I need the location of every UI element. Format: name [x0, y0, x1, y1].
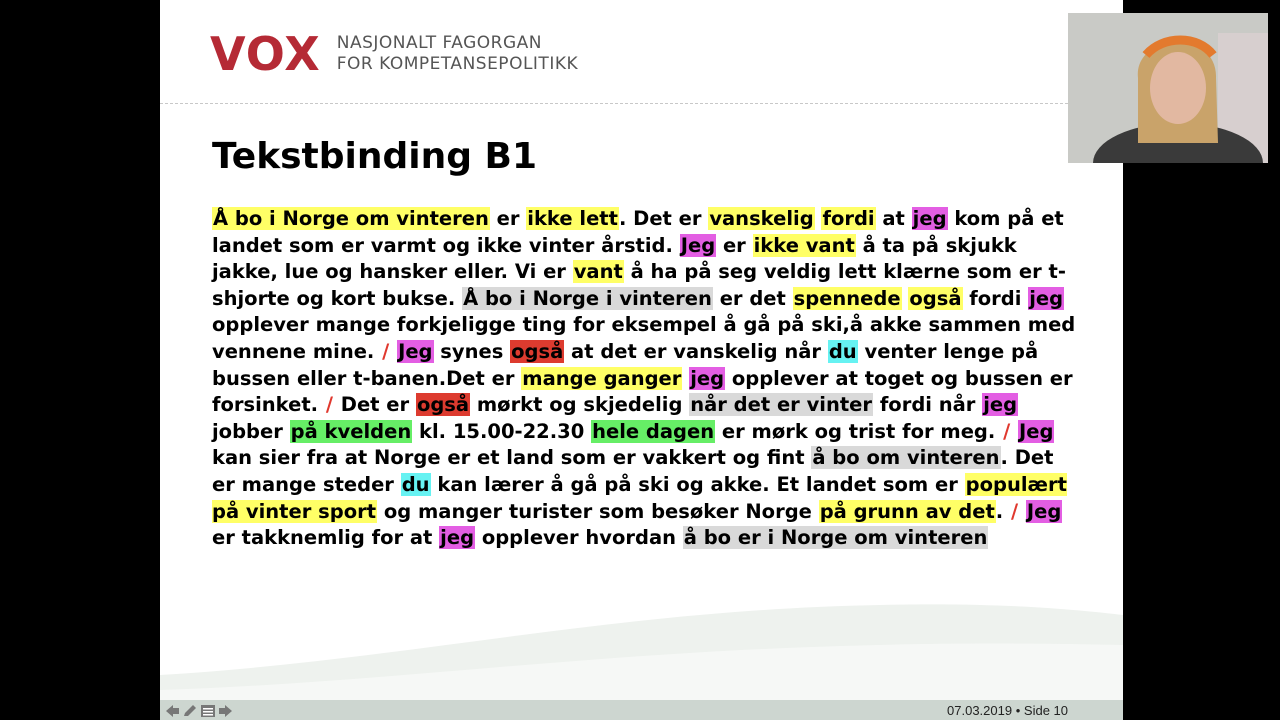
slide-page-number: Side 10 [1023, 703, 1068, 718]
highlight-magenta: jeg [440, 526, 475, 550]
highlight-cyan: du [401, 472, 430, 496]
highlight-yellow: vanskelig [709, 207, 814, 230]
highlight-yellow: vant [573, 260, 623, 284]
highlight-magenta: Jeg [680, 233, 716, 257]
slide-title: Tekstbinding B1 [212, 136, 538, 177]
highlight-yellow: ikke lett [527, 207, 618, 230]
slide-body-text: Å bo i Norge om vinteren er ikke lett. Det er vanskelig fordi at jeg kom på et landet som er varmt og ikke vinter årstid. Jeg er ikke vant å ta på skjukk jakke, lue og hansker eller. Vi er vant å ha på seg veldig lett klærne som er t-shjorte og kort bukse. Å bo i Norge i vinteren er det spennede også fordi jeg opplever mange forkjeligge ting for eksempel å gå på ski,å akke sammen med vennene mine. / Jeg synes også at det er vanskelig når du venter lenge på bussen eller t-banen.Det er mange ganger jeg opplever at toget og bussen er forsinket. / Det er også mørkt og skjedelig når det er vinter fordi når jeg jobber på kvelden kl. 15.00-22.30 hele dagen er mørk og trist for meg. / Jeg kan sier fra at Norge er et land som er vakkert og fint å bo om vinteren. Det er mange steder du kan lærer å gå på ski og akke. Et landet som er populært på vinter sport og manger turister som besøker Norge på grunn av det. / Jeg er takknemlig for at jeg opplever hvordan å bo er i Norge om vinteren [212, 207, 1076, 550]
slide-date: 07.03.2019 [947, 703, 1013, 718]
highlight-magenta: Jeg [1026, 499, 1062, 523]
presenter-avatar [1068, 13, 1268, 163]
highlight-magenta: jeg [983, 393, 1018, 417]
slide-navigation [164, 703, 234, 717]
vox-logo [210, 27, 579, 81]
highlight-magenta: jeg [912, 207, 947, 230]
highlight-green: på kvelden [290, 419, 412, 443]
menu-icon[interactable] [200, 703, 216, 717]
highlight-gray: å bo er i Norge om vinteren [683, 526, 988, 550]
footer-separator: • [1015, 703, 1021, 718]
pen-icon[interactable] [182, 703, 198, 717]
highlight-yellow: ikke vant [753, 233, 855, 257]
highlight-yellow: på grunn av det [819, 499, 995, 523]
header-divider [160, 103, 1123, 104]
logo-line-2: FOR KOMPETANSEPOLITIKK [336, 54, 579, 74]
highlight-magenta: Jeg [398, 339, 433, 363]
arrow-left-icon[interactable] [164, 703, 180, 717]
highlight-yellow: populært på vinter sport [212, 472, 1067, 523]
highlight-yellow: mange ganger [522, 366, 682, 390]
highlight-gray: Å bo i Norge i vinteren [463, 286, 712, 310]
highlight-green: hele dagen [592, 419, 715, 443]
highlight-gray: når det er vinter [690, 393, 873, 417]
arrow-right-icon[interactable] [218, 703, 234, 717]
highlight-red: også [511, 339, 564, 363]
webcam-video [1068, 13, 1268, 163]
highlight-magenta: jeg [690, 366, 725, 390]
logo-mark: VOX [210, 27, 321, 81]
section-slash: / [382, 339, 390, 363]
section-slash: / [1010, 499, 1019, 523]
highlight-yellow: også [909, 286, 962, 310]
highlight-gray: å bo om vinteren [812, 446, 1000, 470]
highlight-yellow: Å bo i Norge om vinteren [213, 207, 489, 230]
presentation-slide [160, 0, 1123, 720]
highlight-yellow: spennede [793, 286, 901, 310]
highlight-magenta: jeg [1029, 286, 1064, 310]
highlight-yellow: fordi [822, 207, 875, 230]
highlight-red: også [416, 393, 470, 417]
logo-tagline [337, 33, 578, 75]
slide-footer-info [947, 703, 1068, 718]
highlight-magenta: Jeg [1019, 419, 1054, 443]
section-slash: / [1003, 419, 1011, 443]
highlight-cyan: du [828, 339, 857, 363]
logo-line-1: NASJONALT FAGORGAN [336, 33, 542, 53]
section-slash: / [325, 393, 333, 417]
